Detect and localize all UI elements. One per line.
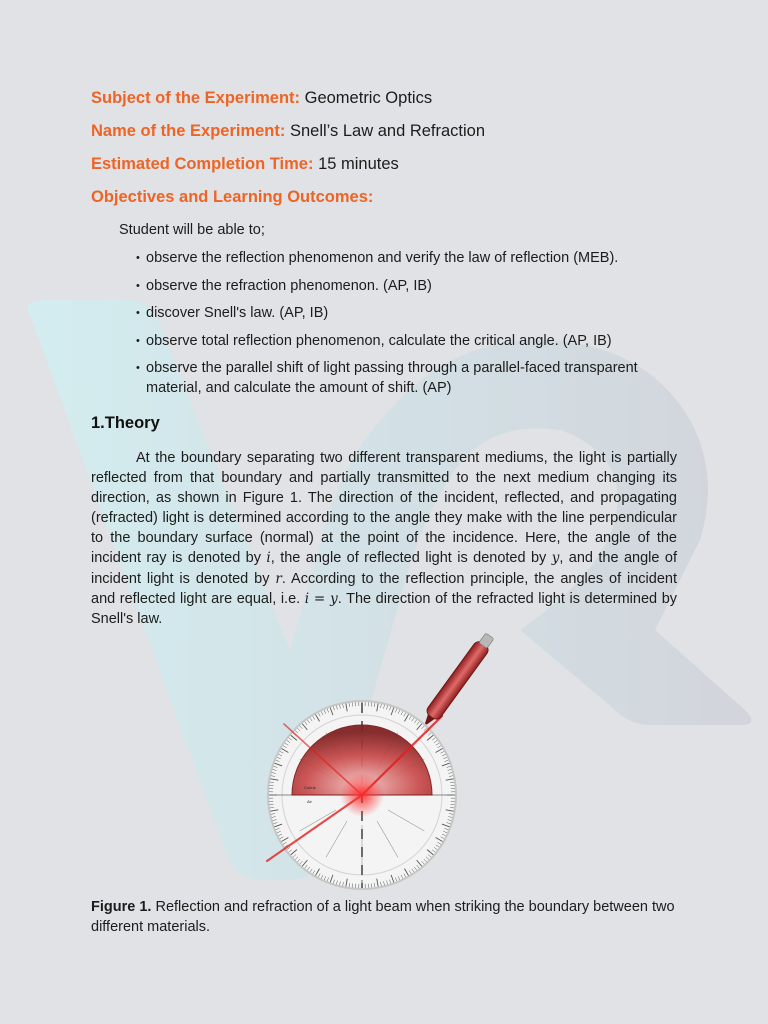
theory-heading: 1.Theory [91,414,160,432]
figure-1-image [262,628,512,890]
subject-line [91,82,677,115]
theory-text-4: . According to the reflection principle, the angles of incident and reflected light are equal, i.e. [91,570,678,607]
air-label: Air [307,799,312,804]
theory-text-3: , and the angle of incident light is denoted by [91,550,677,587]
refraction-apparatus-illustration [262,628,512,890]
objectives-intro: Student will be able to; [119,222,265,238]
laser-pointer [419,631,496,729]
theory-text-5: . The direction of the refracted light is determined by Snell's law. [91,590,678,627]
experiment-name-label: Name of the Experiment: [91,122,286,140]
objectives-list [136,248,677,398]
incidence-point-glow [340,773,384,817]
document-body [91,82,677,629]
objective-item: • observe the refraction phenomenon. (AP, IB) [136,276,677,296]
symbol-r: r [275,570,282,587]
completion-time-line [91,148,677,181]
theory-text-1: At the boundary separating two different transparent mediums, the light is partially reflected from that boundary and partially transmitted to the next medium changing its direction, as shown in Figure 1. The direction of the incident, reflected, and propagating (refracted) light is determined according to the angle they make with the line perpendicular to the boundary surface (normal) at the point of the incidence. Here, the angle of the incident ray is denoted by [91,450,677,567]
theory-paragraph [91,448,677,629]
subject-label: Subject of the Experiment: [91,89,301,107]
objectives-heading-line [91,181,677,214]
objective-item: • observe total reflection phenomenon, calculate the critical angle. (AP, IB) [136,331,677,351]
objective-item: • observe the reflection phenomenon and verify the law of reflection (MEB). [136,248,677,268]
lens-label: Cubuk [304,785,316,790]
objective-item: • discover Snell's law. (AP, IB) [136,303,677,323]
completion-time-value: 15 minutes [318,155,399,173]
symbol-y: y [551,550,560,567]
completion-time-label: Estimated Completion Time: [91,155,314,173]
figure-label: Figure 1. [91,899,152,915]
subject-value: Geometric Optics [304,89,433,107]
figure-caption-text: Reflection and refraction of a light beam when striking the boundary between two different materials. [91,899,675,935]
objectives-heading: Objectives and Learning Outcomes: [91,188,374,206]
experiment-name-value: Snell’s Law and Refraction [289,122,486,140]
symbol-i: i [266,550,271,567]
equation-i-equals-y: i = y [304,590,338,607]
figure-1-caption [91,897,677,937]
experiment-name-line [91,115,677,148]
objective-item: • observe the parallel shift of light passing through a parallel-faced transparent material, and calculate the amount of shift. (AP) [136,358,677,398]
theory-text-2: , the angle of reflected light is denoted by [270,550,552,567]
